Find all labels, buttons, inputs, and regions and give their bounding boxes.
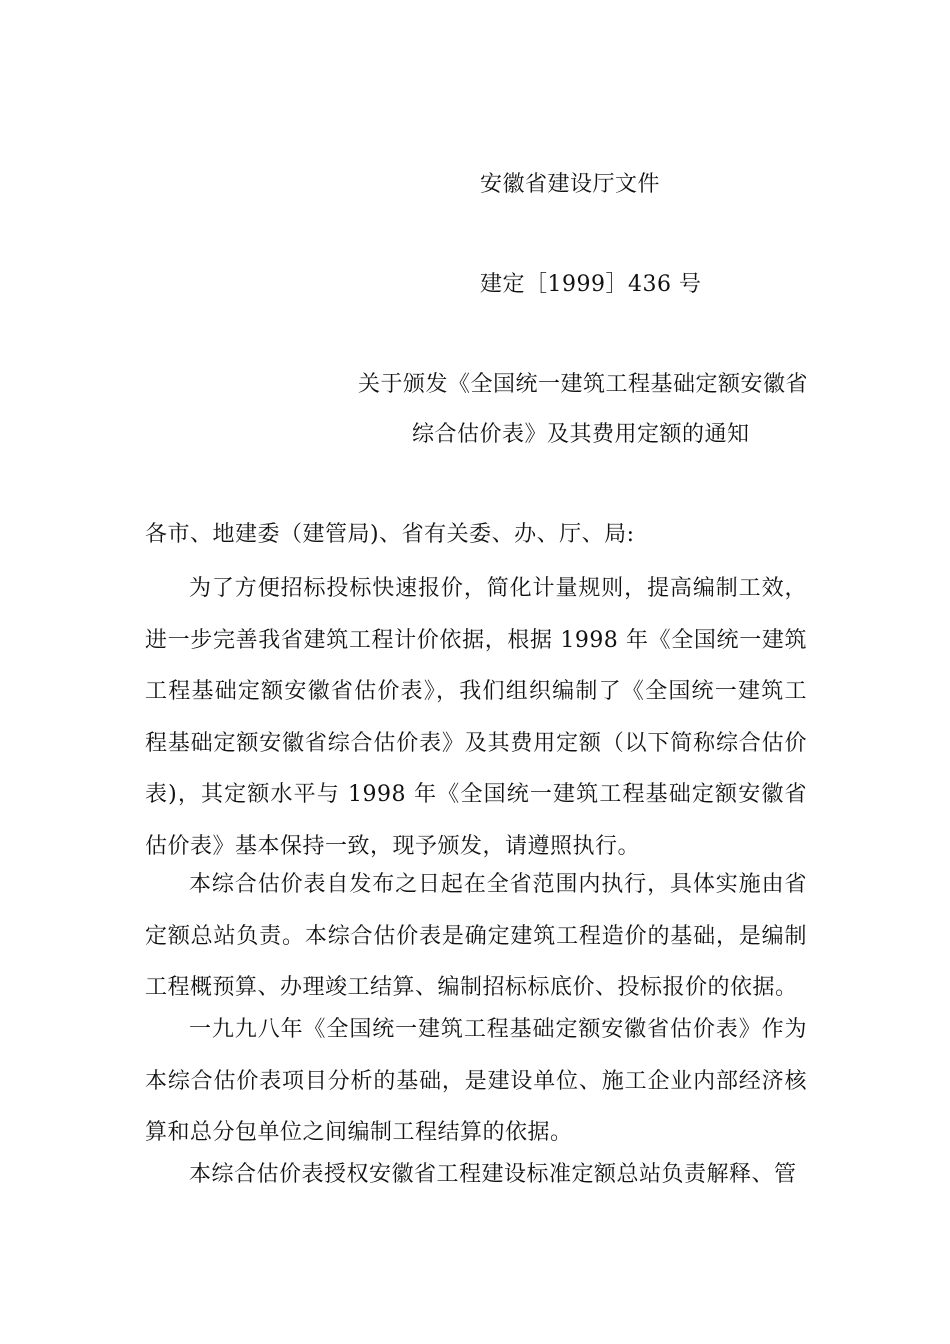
issuing-organization-title: 安徽省建设厅文件 [480,172,661,197]
salutation: 各市、地建委（建管局)、省有关委、办、厅、局: [145,522,635,547]
notice-title-line-1: 关于颁发《全国统一建筑工程基础定额安徽省 [358,372,809,397]
body-paragraph-2: 本综合估价表自发布之日起在全省范围内执行，具体实施由省定额总站负责。本综合估价表是确定建筑工程造价的基础，是编制工程概预算、办理竣工结算、编制招标标底价、投标报价的依据。 [145,872,807,1000]
body-paragraph-3: 一九九八年《全国统一建筑工程基础定额安徽省估价表》作为本综合估价表项目分析的基础，是建设单位、施工企业内部经济核算和总分包单位之间编制工程结算的依据。 [145,1017,807,1145]
body-paragraph-4: 本综合估价表授权安徽省工程建设标准定额总站负责解释、管 [189,1162,797,1187]
notice-title-line-2: 综合估价表》及其费用定额的通知 [412,422,750,447]
document-number: 建定［1999］436 号 [480,272,702,297]
body-paragraph-1: 为了方便招标投标快速报价，简化计量规则，提高编制工效，进一步完善我省建筑工程计价依据，根据 1998 年《全国统一建筑工程基础定额安徽省估价表》，我们组织编制了《全国统一建筑工程基础定额安徽省综合估价表》及其费用定额（以下简称综合估价表)，其定额水平与 1998 年《全国统一建筑工程基础定额安徽省估价表》基本保持一致，现予颁发，请遵照执行。 [145,576,807,859]
